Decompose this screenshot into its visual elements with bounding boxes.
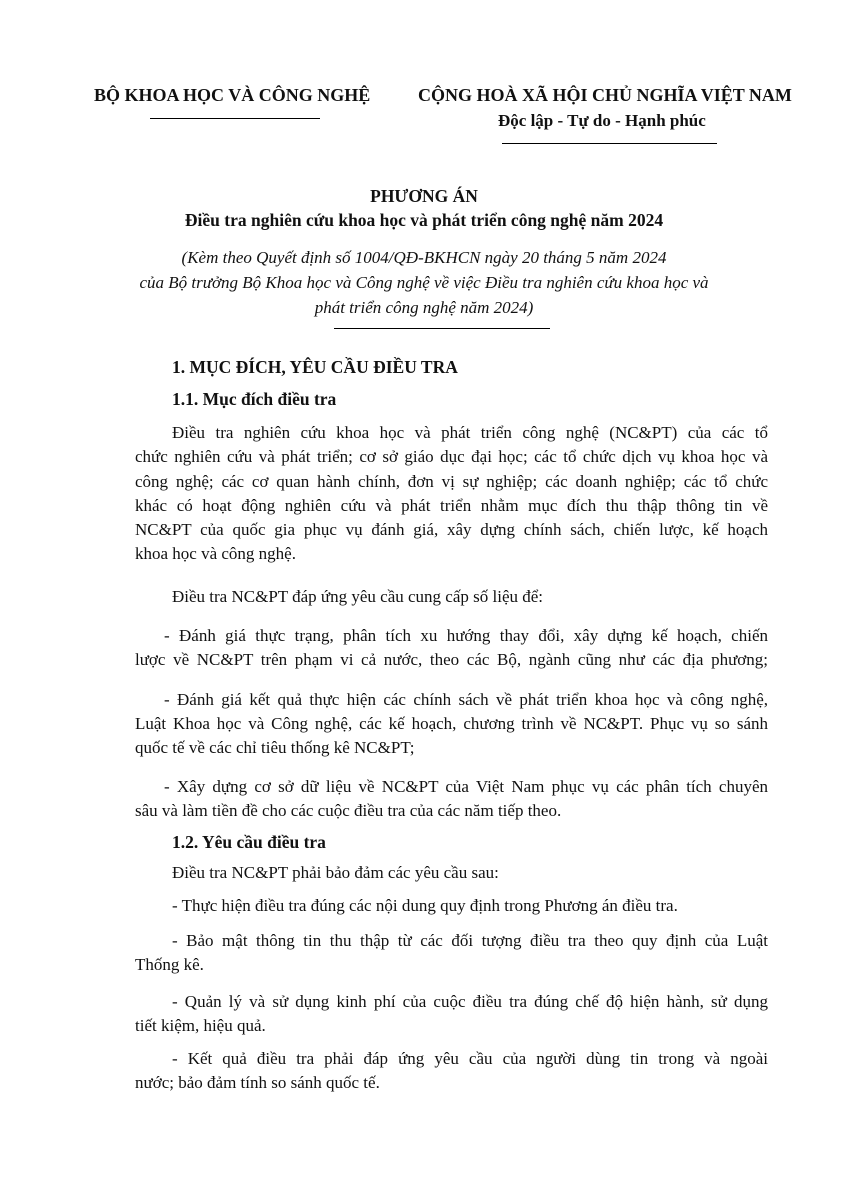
agency-underline xyxy=(150,118,320,119)
purpose-line-5: NC&PT của quốc gia phục vụ đánh giá, xây dựng chính sách, chiến lược, kế hoạch xyxy=(135,520,768,539)
section-1-1-heading: 1.1. Mục đích điều tra xyxy=(172,389,337,409)
requirement-1: - Thực hiện điều tra đúng các nội dung quy định trong Phương án điều tra. xyxy=(172,896,678,915)
decision-note-line-2: của Bộ trưởng Bộ Khoa học và Công nghệ về việc Điều tra nghiên cứu khoa học và xyxy=(139,273,709,292)
issuing-agency: BỘ KHOA HỌC VÀ CÔNG NGHỆ xyxy=(94,85,371,105)
section-1-heading: 1. MỤC ĐÍCH, YÊU CẦU ĐIỀU TRA xyxy=(172,357,458,377)
requirement-3-line-2: tiết kiệm, hiệu quả. xyxy=(135,1016,266,1035)
national-motto: Độc lập - Tự do - Hạnh phúc xyxy=(498,111,706,130)
decision-note-line-1: (Kèm theo Quyết định số 1004/QĐ-BKHCN ngày 20 tháng 5 năm 2024 xyxy=(181,248,667,267)
requirement-3-line-1: - Quản lý và sử dụng kinh phí của cuộc điều tra đúng chế độ hiện hành, sử dụng xyxy=(172,992,768,1011)
decision-note-line-3: phát triển công nghệ năm 2024) xyxy=(314,298,534,317)
bullet-1-line-2: lược về NC&PT trên phạm vi cả nước, theo các Bộ, ngành cũng như các địa phương; xyxy=(135,650,768,669)
requirements-intro: Điều tra NC&PT phải bảo đảm các yêu cầu sau: xyxy=(172,863,499,882)
national-title: CỘNG HOÀ XÃ HỘI CHỦ NGHĨA VIỆT NAM xyxy=(418,85,792,105)
section-1-2-heading: 1.2. Yêu cầu điều tra xyxy=(172,832,326,852)
bullet-3-line-1: - Xây dựng cơ sở dữ liệu về NC&PT của Việt Nam phục vụ các phân tích chuyên xyxy=(164,777,768,796)
purpose-line-1: Điều tra nghiên cứu khoa học và phát triển công nghệ (NC&PT) của các tổ xyxy=(172,423,768,442)
purpose-para-2: Điều tra NC&PT đáp ứng yêu cầu cung cấp số liệu để: xyxy=(172,587,544,606)
requirement-2-line-2: Thống kê. xyxy=(135,955,204,974)
title-divider xyxy=(334,328,550,329)
bullet-2-line-1: - Đánh giá kết quả thực hiện các chính sách về phát triển khoa học và công nghệ, xyxy=(164,690,768,709)
purpose-line-6: khoa học và công nghệ. xyxy=(135,544,296,563)
motto-underline xyxy=(502,143,717,144)
purpose-line-2: chức nghiên cứu và phát triển; cơ sở giáo dục đại học; các tổ chức dịch vụ khoa học và xyxy=(135,447,768,466)
bullet-3-line-2: sâu và làm tiền đề cho các cuộc điều tra của các năm tiếp theo. xyxy=(135,801,562,820)
document-type: PHƯƠNG ÁN xyxy=(370,186,478,206)
bullet-1-line-1: - Đánh giá thực trạng, phân tích xu hướng thay đổi, xây dựng kế hoạch, chiến xyxy=(164,626,768,645)
purpose-line-3: công nghệ; các cơ quan hành chính, đơn vị sự nghiệp; các doanh nghiệp; các tổ chức xyxy=(135,472,768,491)
purpose-line-4: khác có hoạt động nghiên cứu và phát triển nhằm mục đích thu thập thông tin về xyxy=(135,496,768,515)
document-subject: Điều tra nghiên cứu khoa học và phát triển công nghệ năm 2024 xyxy=(184,210,664,230)
bullet-2-line-3: quốc tế về các chỉ tiêu thống kê NC&PT; xyxy=(135,738,415,757)
requirement-4-line-2: nước; bảo đảm tính so sánh quốc tế. xyxy=(135,1073,380,1092)
requirement-2-line-1: - Bảo mật thông tin thu thập từ các đối tượng điều tra theo quy định của Luật xyxy=(172,931,768,950)
requirement-4-line-1: - Kết quả điều tra phải đáp ứng yêu cầu của người dùng tin trong và ngoài xyxy=(172,1049,768,1068)
bullet-2-line-2: Luật Khoa học và Công nghệ, các kế hoạch, chương trình về NC&PT. Phục vụ so sánh xyxy=(135,714,768,733)
